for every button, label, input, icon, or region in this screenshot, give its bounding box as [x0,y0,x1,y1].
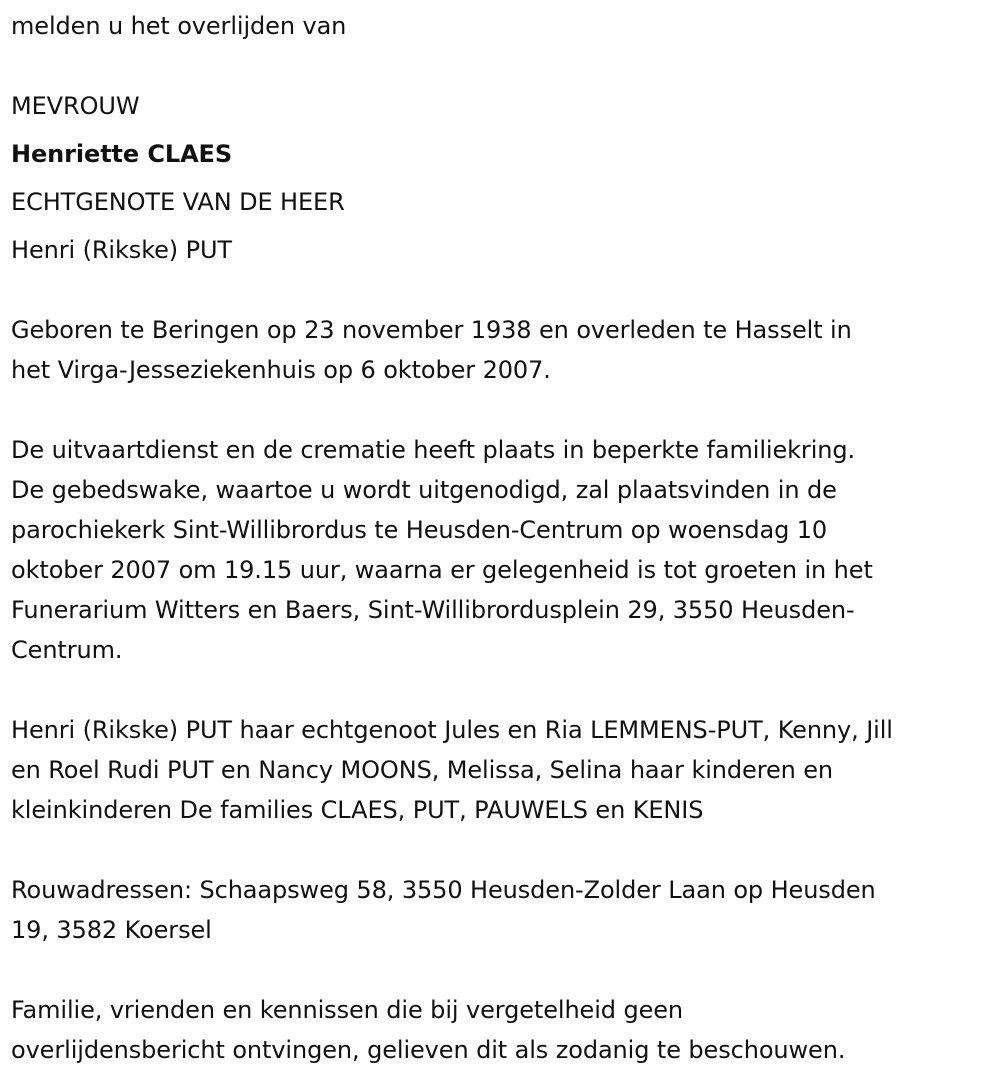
birth-death-line: het Virga-Jesseziekenhuis op 6 oktober 2007. [11,356,551,384]
service-line: Funerarium Witters en Baers, Sint-Willibrordusplein 29, 3550 Heusden- [11,596,855,624]
address-line: Rouwadressen: Schaapsweg 58, 3550 Heusden-Zolder Laan op Heusden [11,876,876,904]
intro-text: melden u het overlijden van [11,12,347,40]
deceased-name: Henriette CLAES [11,140,233,168]
birth-death-line: Geboren te Beringen op 23 november 1938 en overleden te Hasselt in [11,316,852,344]
family-line: Henri (Rikske) PUT haar echtgenoot Jules en Ria LEMMENS-PUT, Kenny, Jill [11,716,893,744]
service-line: parochiekerk Sint-Willibrordus te Heusden-Centrum op woensdag 10 [11,516,828,544]
salutation: MEVROUW [11,92,140,120]
relation-text: ECHTGENOTE VAN DE HEER [11,188,345,216]
family-line: kleinkinderen De families CLAES, PUT, PAUWELS en KENIS [11,796,704,824]
service-line: De gebedswake, waartoe u wordt uitgenodigd, zal plaatsvinden in de [11,476,837,504]
closing-line: Familie, vrienden en kennissen die bij vergetelheid geen [11,996,684,1024]
address-line: 19, 3582 Koersel [11,916,212,944]
service-line: Centrum. [11,636,123,664]
spouse-name: Henri (Rikske) PUT [11,236,232,264]
service-line: oktober 2007 om 19.15 uur, waarna er gelegenheid is tot groeten in het [11,556,873,584]
service-line: De uitvaartdienst en de crematie heeft plaats in beperkte familiekring. [11,436,856,464]
family-line: en Roel Rudi PUT en Nancy MOONS, Melissa, Selina haar kinderen en [11,756,834,784]
closing-line: overlijdensbericht ontvingen, gelieven dit als zodanig te beschouwen. [11,1036,846,1064]
